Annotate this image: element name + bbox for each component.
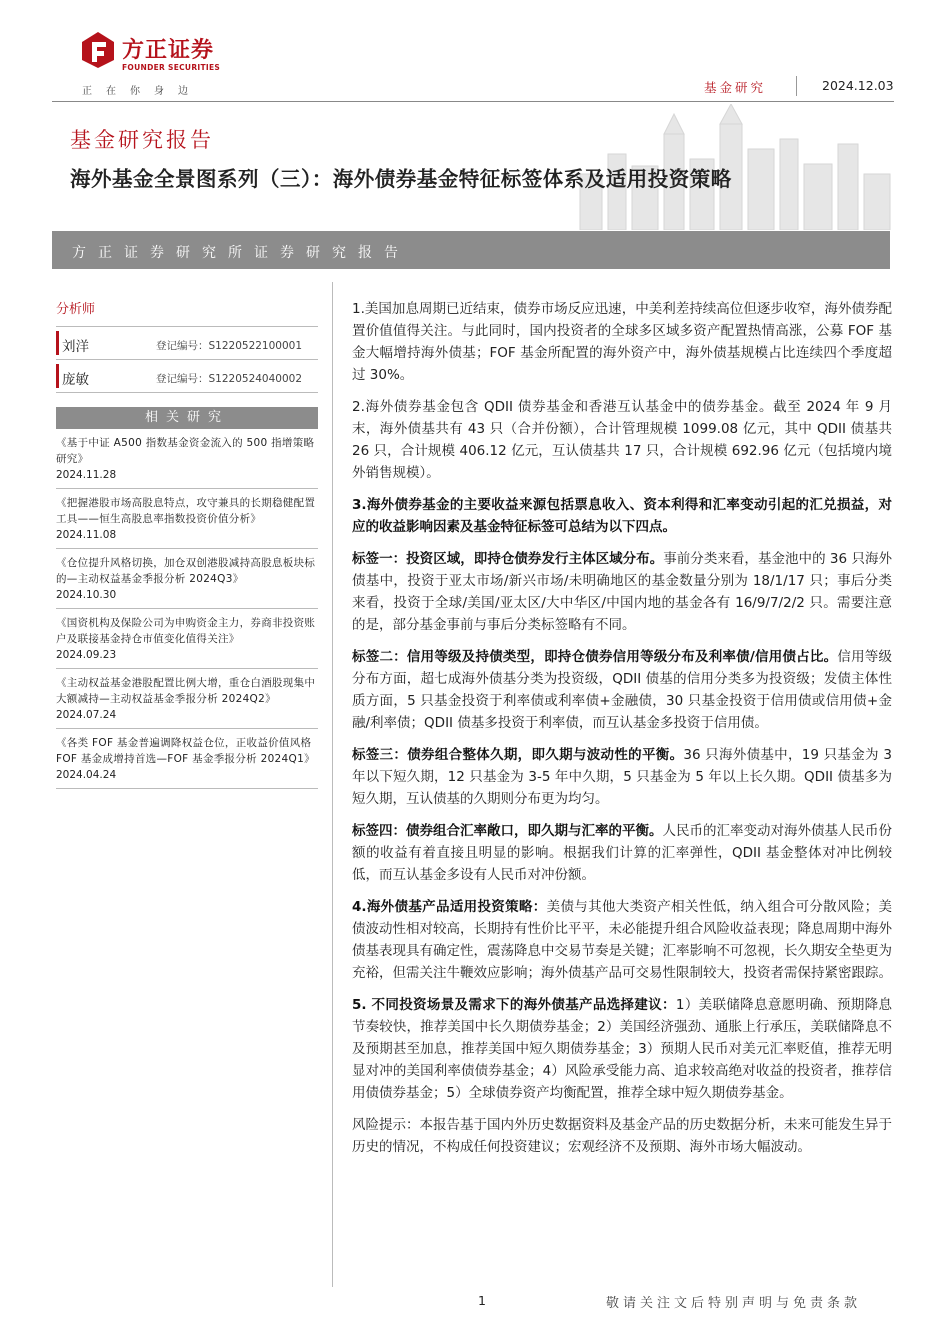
analyst-name: 刘洋 [62,339,89,355]
page-header [0,0,950,110]
institute-banner [52,231,890,269]
related-research-item[interactable] [56,489,318,549]
sidebar [56,298,318,789]
header-rule [52,101,894,102]
analyst-row [56,359,318,393]
report-title: 海外基金全景图系列（三）：海外债券基金特征标签体系及适用投资策略 [70,167,732,191]
brand-name-en: FOUNDER SECURITIES [122,63,221,72]
analyst-reg-number: 登记编号：S1220524040002 [156,373,303,385]
report-date: 2024.12.03 [822,78,894,93]
analyst-reg-number: 登记编号：S1220522100001 [156,340,303,352]
related-title: 《把握港股市场高股息特点，攻守兼具的长期稳健配置工具——恒生高股息率指数投资价值分析》 [56,497,316,525]
summary-content [352,298,892,1168]
related-research-item[interactable] [56,669,318,729]
related-research-item[interactable] [56,429,318,489]
banner-text: 方正证券研究所证券研究报告 [72,245,410,261]
analyst-name: 庞敏 [62,372,89,388]
related-date: 2024.11.28 [56,469,117,481]
related-research-item[interactable] [56,549,318,609]
brand-name: 方正证券 [122,38,215,63]
related-date: 2024.10.30 [56,589,117,601]
report-type: 基金研究 [704,80,767,95]
summary-paragraph: 2.海外债券基金包含 QDII 债券基金和香港互认基金中的债券基金。截至 2024 年 9 月末，海外债基共有 43 只（合并份额），合计管理规模 1099.08 亿元，其中 QDII 债基共 26 只，合计规模 406.12 亿元，互认债基共 17 只，合计规模 692.96 亿元（包括境内境外销售规模）。 [352,399,892,481]
related-research-item[interactable] [56,729,318,789]
risk-warning: 风险提示：本报告基于国内外历史数据资料及基金产品的历史数据分析，未来可能发生异于历史的情况，不构成任何投资建议；宏观经济不及预期、海外市场大幅波动。 [352,1117,892,1155]
related-date: 2024.09.23 [56,649,117,661]
related-title: 《仓位提升风格切换，加仓双创港股减持高股息板块标的—主动权益基金季报分析 2024Q3》 [56,557,316,585]
summary-paragraph: 5. 不同投资场景及需求下的海外债基产品选择建议：1）美联储降息意愿明确、预期降息节奏较快，推荐美国中长久期债券基金；2）美国经济强劲、通胀上行承压，美联储降息不及预期甚至加息，推荐美国中短久期债券基金；3）预期人民币对美元汇率贬值，推荐无明显对冲的美国利率债债券基金；4）风险承受能力高、追求较高绝对收益的投资者，推荐信用债债券基金；5）全球债券资产均衡配置，推荐全球中短久期债券基金。 [352,997,892,1101]
summary-paragraph: 3.海外债券基金的主要收益来源包括票息收入、资本利得和汇率变动引起的汇兑损益，对应的收益影响因素及基金特征标签可总结为以下四点。 [352,497,892,535]
header-separator [796,76,797,96]
report-category: 基金研究报告 [70,128,214,152]
column-divider [332,282,333,1287]
disclaimer-note[interactable]: 敬请关注文后特别声明与免责条款 [606,1296,862,1311]
summary-paragraph: 标签二：信用等级及持债类型，即持仓债券信用等级分布及利率债/信用债占比。信用等级分布方面，超七成海外债基分类为投资级，QDII 债基的信用分类多为投资级；发债主体性质方面，5 只基金投资于利率债或利率债+金融债，30 只基金投资于信用债或信用债+金融/利率债；QDII 债基多投资于利率债，而互认基金多投资于信用债。 [352,649,893,731]
related-research-item[interactable] [56,609,318,669]
summary-paragraph: 1.美国加息周期已近结束，债券市场反应迅速，中美利差持续高位但逐步收窄，海外债券配置价值值得关注。与此同时，国内投资者的全球多区域多资产配置热情高涨，公募 FOF 基金大幅增持海外债基；FOF 基金所配置的海外资产中，海外债基规模占比连续四个季度超过 30%。 [352,301,892,383]
related-date: 2024.04.24 [56,769,117,781]
founder-logo-icon [80,30,116,70]
summary-paragraph: 标签四：债券组合汇率敞口，即久期与汇率的平衡。人民币的汇率变动对海外债基人民币份额的收益有着直接且明显的影响。根据我们计算的汇率弹性，QDII 基金整体对冲比例较低，而互认基金多设有人民币对冲份额。 [352,823,892,883]
related-date: 2024.07.24 [56,709,117,721]
analyst-row [56,326,318,360]
related-title: 《国资机构及保险公司为申购资金主力，券商非投资账户及联接基金持仓市值变化值得关注》 [56,617,316,645]
related-date: 2024.11.08 [56,529,117,541]
page-number: 1 [478,1293,486,1308]
brand-slogan: 正在你身边 [82,86,202,97]
analyst-label: 分析师 [56,302,96,317]
summary-paragraph: 标签三：债券组合整体久期，即久期与波动性的平衡。36 只海外债基中，19 只基金为 3 年以下短久期，12 只基金为 3-5 年中久期，5 只基金为 5 年以上长久期。QDII 债基多为短久期，互认债基的久期则分布更为均匀。 [352,747,892,807]
analyst-accent-bar [56,331,59,355]
analyst-accent-bar [56,364,59,388]
related-title: 《各类 FOF 基金普遍调降权益仓位，正收益价值风格 FOF 基金成增持首选—FOF 基金季报分析 2024Q1》 [56,737,315,765]
summary-paragraph: 4.海外债基产品适用投资策略：美债与其他大类资产相关性低，纳入组合可分散风险；美债波动性相对较高，长期持有性价比平平，未必能提升组合风险收益表现；降息周期中海外债基表现具有确定性，震荡降息中交易节奏是关键；汇率影响不可忽视，长久期安全垫更为充裕，但需关注牛鞭效应影响；海外债基产品可交易性限制较大，投资者需保持紧密跟踪。 [352,899,892,981]
related-title: 《基于中证 A500 指数基金资金流入的 500 指增策略研究》 [56,437,315,465]
related-research-header: 相关研究 [56,407,318,429]
related-title: 《主动权益基金港股配置比例大增，重仓白酒股现集中大额减持—主动权益基金季报分析 2024Q2》 [56,677,316,705]
summary-paragraph: 标签一：投资区域，即持仓债券发行主体区域分布。事前分类来看，基金池中的 36 只海外债基中，投资于亚太市场/新兴市场/未明确地区的基金数量分别为 18/1/17 只；事后分类来看，投资于全球/美国/亚太区/大中华区/中国内地的基金各有 16/9/7/2/2 只。需要注意的是，部分基金事前与事后分类标签略有不同。 [352,551,893,633]
